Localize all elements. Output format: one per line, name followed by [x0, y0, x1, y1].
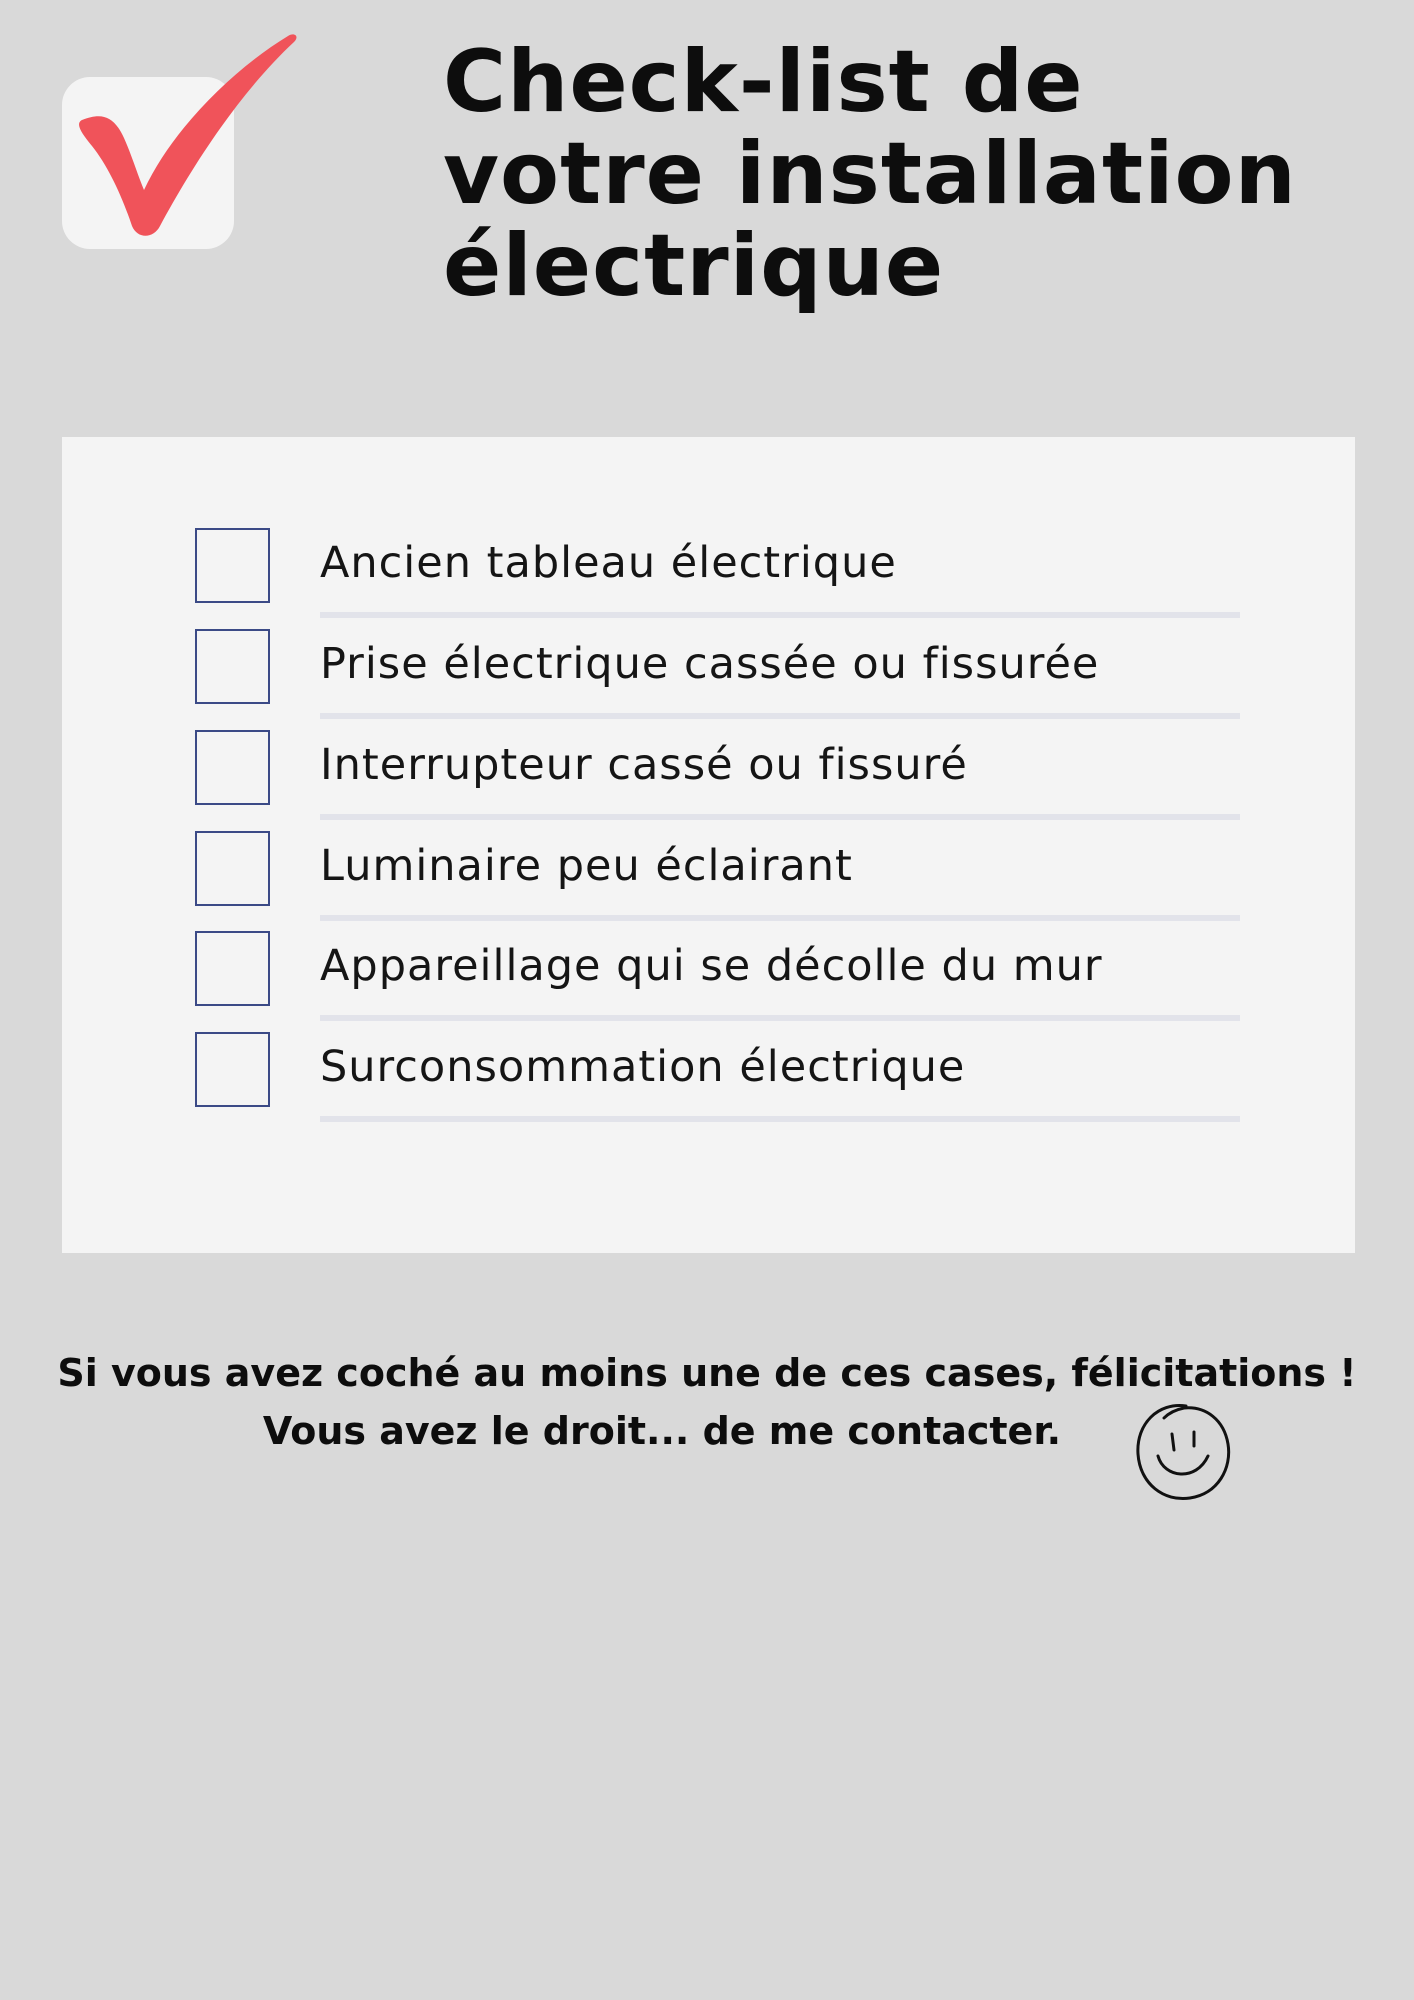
checklist-item-label: Appareillage qui se décolle du mur [320, 941, 1103, 991]
divider [320, 1116, 1240, 1122]
title-line: Check-list de [443, 32, 1084, 132]
checklist-panel [62, 437, 1355, 1253]
title-line: électrique [443, 216, 945, 316]
checklist-item [62, 538, 1355, 689]
checklist-item-label: Luminaire peu éclairant [320, 841, 853, 891]
checklist-item [62, 437, 1355, 588]
checklist-item-label: Ancien tableau électrique [320, 538, 897, 588]
checkmark-icon [62, 20, 322, 260]
checklist-item [62, 740, 1355, 891]
footer-line: Si vous avez coché au moins une de ces cases, félicitations ! [57, 1351, 1357, 1395]
checklist-item-label: Prise électrique cassée ou fissurée [320, 639, 1100, 689]
checklist-item [62, 840, 1355, 991]
checkbox[interactable] [195, 1032, 270, 1107]
footer-line: Vous avez le droit... de me contacter. [262, 1409, 1062, 1453]
checklist-item [62, 941, 1355, 1092]
checklist-item-label: Interrupteur cassé ou fissuré [320, 740, 968, 790]
page-title [443, 32, 1297, 316]
smiley-icon [1128, 1398, 1240, 1510]
title-line: votre installation [443, 124, 1297, 224]
checklist-item-label: Surconsommation électrique [320, 1042, 966, 1092]
checklist-item [62, 639, 1355, 790]
